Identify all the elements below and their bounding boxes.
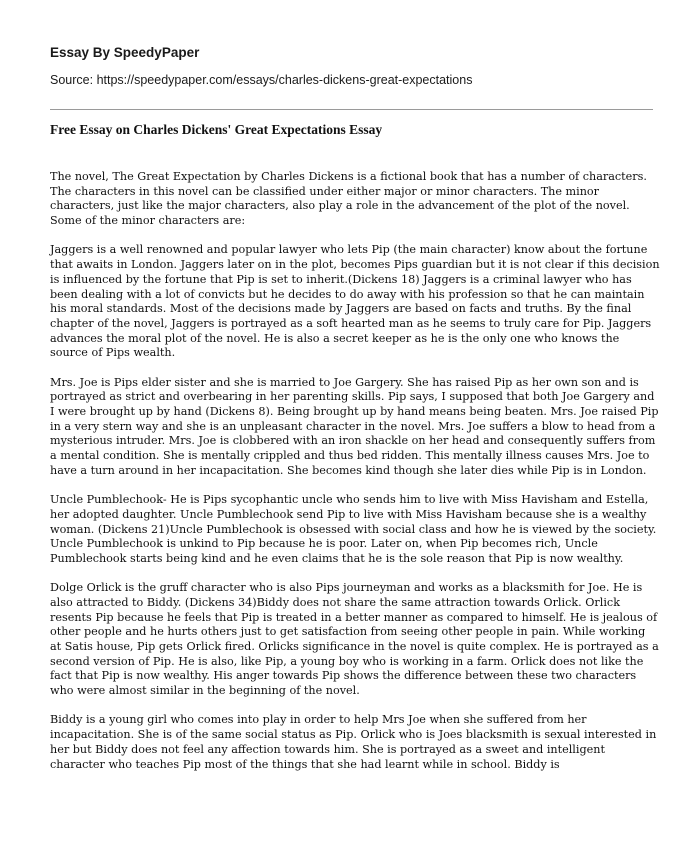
essay-paragraph: The novel, The Great Expectation by Charles Dickens is a fictional book that has a number of characters. The characters in this novel can be classified under either major or minor characters. The minor characters, just like the major characters, also play a role in the advancement of the plot of the novel. Some of the minor characters are:	[50, 170, 647, 228]
source-label: Source:	[50, 73, 94, 87]
essay-paragraph: Dolge Orlick is the gruff character who is also Pips journeyman and works as a blacksmith for Joe. He is also attracted to Biddy. (Dickens 34)Biddy does not share the same attraction towards Orlick. Orlick resents Pip because he feels that Pip is treated in a better manner as compared to himself. He is jealous of other people and he hurts others just to get satisfaction from seeing other people in pain. While working at Satis house, Pip gets Orlick fired. Orlicks significance in the novel is quite complex. He is portrayed as a second version of Pip. He is also, like Pip, a young boy who is working in a farm. Orlick does not like the fact that Pip is now wealthy. His anger towards Pip shows the difference between these two characters who were almost similar in the beginning of the novel.	[50, 581, 659, 698]
header-divider	[50, 109, 653, 110]
essay-paragraph: Jaggers is a well renowned and popular lawyer who lets Pip (the main character) know about the fortune that awaits in London. Jaggers later on in the plot, becomes Pips guardian but it is not clear if this decision is influenced by the fortune that Pip is set to inherit.(Dickens 18) Jaggers is a criminal lawyer who has been dealing with a lot of convicts but he decides to do away with his profession so that he can maintain his moral standards. Most of the decisions made by Jaggers are based on facts and truths. By the final chapter of the novel, Jaggers is portrayed as a soft hearted man as he seems to truly care for Pip. Jaggers advances the moral plot of the novel. He is also a secret keeper as he is the only one who knows the source of Pips wealth.	[50, 243, 660, 360]
source-line	[50, 73, 472, 87]
essay-body	[50, 170, 660, 787]
essay-title: Free Essay on Charles Dickens' Great Expectations Essay	[50, 122, 383, 137]
essay-paragraph: Mrs. Joe is Pips elder sister and she is married to Joe Gargery. She has raised Pip as her own son and is portrayed as strict and overbearing in her parenting skills. Pip says, I supposed that both Joe Gargery and I were brought up by hand (Dickens 8). Being brought up by hand means being beaten. Mrs. Joe raised Pip in a very stern way and she is an unpleasant character in the novel. Mrs. Joe suffers a blow to head from a mysterious intruder. Mrs. Joe is clobbered with an iron shackle on her head and consequently suffers from a mental condition. She is mentally crippled and thus bed ridden. This mentally illness causes Mrs. Joe to have a turn around in her incapacitation. She becomes kind though she later dies while Pip is in London.	[50, 375, 659, 477]
essay-paragraph: Uncle Pumblechook- He is Pips sycophantic uncle who sends him to live with Miss Havisham and Estella, her adopted daughter. Uncle Pumblechook send Pip to live with Miss Havisham because she is a wealthy woman. (Dickens 21)Uncle Pumblechook is obsessed with social class and how he is viewed by the society. Uncle Pumblechook is unkind to Pip because he is poor. Later on, when Pip becomes rich, Uncle Pumblechook starts being kind and he even claims that he is the sole reason that Pip is now wealthy.	[50, 493, 657, 565]
source-url: https://speedypaper.com/essays/charles-dickens-great-expectations	[96, 73, 473, 87]
site-brand-title: Essay By SpeedyPaper	[50, 45, 200, 60]
essay-paragraph: Biddy is a young girl who comes into play in order to help Mrs Joe when she suffered from her incapacitation. She is of the same social status as Pip. Orlick who is Joes blacksmith is sexual interested in her but Biddy does not feel any affection towards him. She is portrayed as a sweet and intelligent character who teaches Pip most of the things that she had learnt while in school. Biddy is	[50, 713, 657, 771]
